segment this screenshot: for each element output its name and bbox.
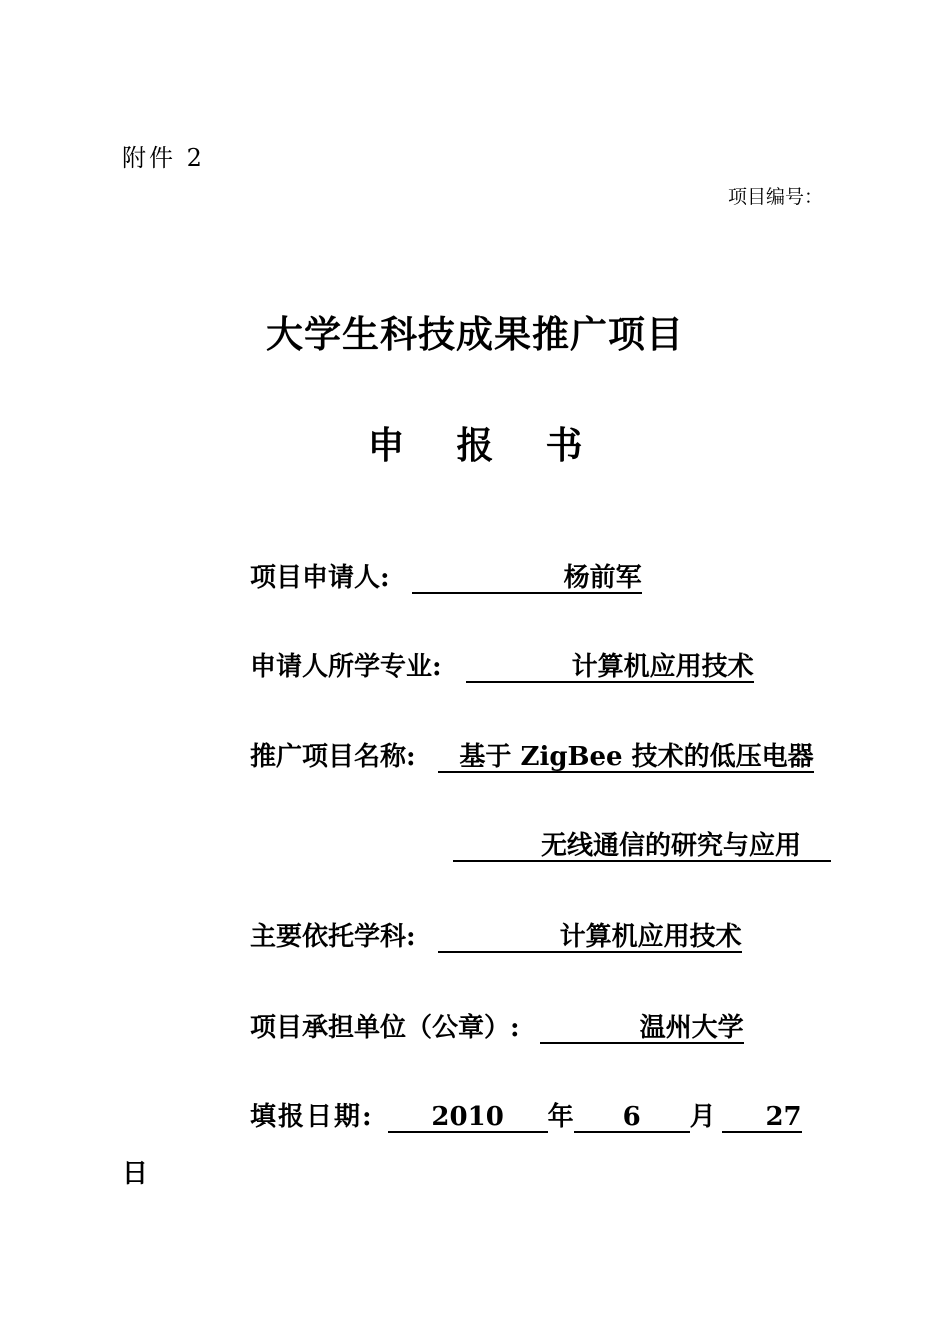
year-field[interactable] <box>388 1097 548 1133</box>
attachment-label: 附件 2 <box>122 144 205 172</box>
unit-label: 项目承担单位（公章）: <box>250 1013 520 1043</box>
date-label: 填报日期: <box>250 1102 374 1132</box>
applicant-label: 项目申请人: <box>250 563 390 593</box>
discipline-field[interactable] <box>438 917 742 953</box>
subtitle-char-2: 报 <box>456 424 494 467</box>
unit-field[interactable] <box>540 1008 744 1044</box>
day-unit: 日 <box>122 1159 149 1189</box>
field-project-name <box>250 737 814 777</box>
project-name-label: 推广项目名称: <box>250 742 416 772</box>
month-field[interactable] <box>574 1097 690 1133</box>
day-value: 27 <box>765 1102 802 1132</box>
discipline-label: 主要依托学科: <box>250 922 416 952</box>
project-name-value-line2: 无线通信的研究与应用 <box>540 831 801 861</box>
unit-value: 温州大学 <box>639 1013 744 1043</box>
field-project-name-continued <box>453 826 831 866</box>
project-name-value-line1: 基于 ZigBee 技术的低压电器 <box>459 742 814 772</box>
month-unit: 月 <box>689 1102 716 1132</box>
project-name-field-line2[interactable] <box>453 826 831 862</box>
applicant-field[interactable] <box>412 558 642 594</box>
year-value: 2010 <box>431 1102 504 1132</box>
field-major <box>250 647 754 687</box>
field-date <box>250 1097 802 1137</box>
major-field[interactable] <box>466 647 754 683</box>
applicant-value: 杨前军 <box>563 563 642 593</box>
field-discipline <box>250 917 742 957</box>
field-applicant <box>250 558 642 598</box>
subtitle-char-1: 申 <box>367 424 405 467</box>
major-label: 申请人所学专业: <box>250 652 442 682</box>
day-field[interactable] <box>722 1097 802 1133</box>
month-value: 6 <box>622 1102 641 1132</box>
document-subtitle <box>0 415 950 469</box>
year-unit: 年 <box>547 1102 574 1132</box>
project-name-field-line1[interactable] <box>438 737 814 773</box>
major-value: 计算机应用技术 <box>571 652 754 682</box>
discipline-value: 计算机应用技术 <box>559 922 742 952</box>
field-unit <box>250 1008 744 1048</box>
project-number-label: 项目编号： <box>728 186 824 208</box>
document-title: 大学生科技成果推广项目 <box>266 313 684 356</box>
subtitle-char-3: 书 <box>545 424 583 467</box>
